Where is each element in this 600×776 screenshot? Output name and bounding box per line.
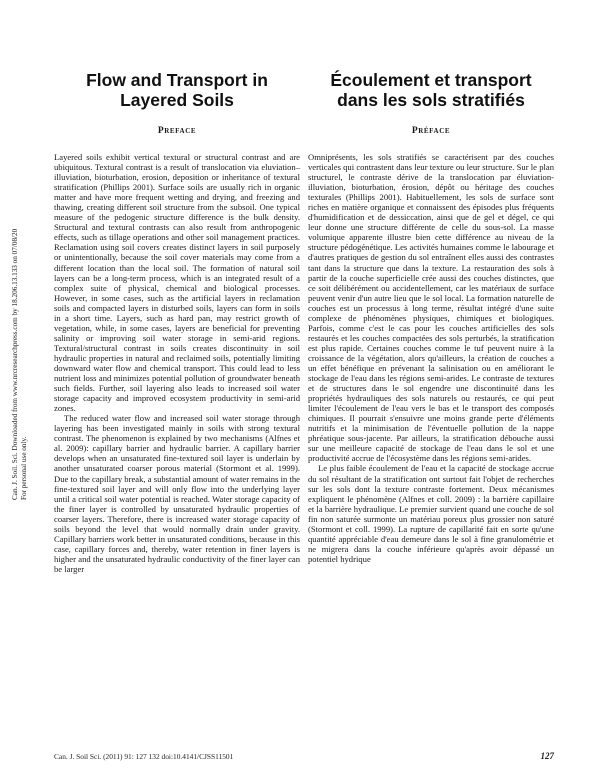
english-paragraph: Layered soils exhibit vertical textural or structural contrast and are ubiquitous. Textural contrast is a result of translocation via eluviation–illuviation, bioturbation, erosion, deposition or inheritance of textural stratification (Phillips 2001). Surface soils are usually rich in organic matter and have more frequent wetting and drying, and freezing and thawing, creating different soil structure from the subsoil. One typical measure of the pedogenic structure difference is the bulk density. Structural and textural contrasts can also result from anthropogenic effects, such as tillage operations and other soil management practices. Reclamation using soil covers creates distinct layers in soil purposely or unintentionally, because the soil cover materials may come from a different location than the local soil. The formation of natural soil layers can be a long-term process, which is an integrated result of a complex suite of physical, chemical and biological processes. However, in some cases, such as the artificial layers in reclamation soils and compacted layers in disturbed soils, layers can form in soils in a short time. Layers, such as hard pan, may restrict growth of vegetation, while, in some cases, layers are beneficial for preventing salinity or improving soil water storage in semi-arid regions. Textural/structural contrast in soils creates discontinuity in soil hydraulic properties in natural and reclaimed soils, potentially limiting downward water flow and chemical transport. This could lead to less nutrient loss and minimizes potential pollution of groundwater beneath such fields. Further, soil layering also leads to increased soil water storage capacity and improved ecosystem productivity in semi-arid zones. — [54, 152, 300, 414]
french-title-line2: dans les sols stratifiés — [337, 90, 525, 110]
french-body — [308, 152, 554, 564]
english-title-line2: Layered Soils — [120, 90, 234, 110]
french-column — [308, 70, 554, 564]
french-title — [308, 70, 554, 110]
english-title-line1: Flow and Transport in — [86, 70, 268, 90]
english-title — [54, 70, 300, 110]
page-number: 127 — [540, 751, 554, 761]
download-notice — [2, 228, 36, 500]
english-body — [54, 152, 300, 574]
download-notice-line1: Can. J. Soil. Sci. Downloaded from www.nrcresearchpress.com by 18.206.13.133 on 07/08/20 — [11, 228, 19, 500]
french-section-heading: Préface — [411, 126, 451, 136]
english-column — [54, 70, 300, 574]
english-section-heading: Preface — [157, 126, 197, 136]
french-paragraph: Le plus faible écoulement de l'eau et la capacité de stockage accrue du sol résultant de la stratification ont surtout fait l'objet de recherches sur les sols dont la texture contraste fortement. Deux mécanismes expliquent le phénomène (Alfnes et coll. 2009) : la barrière capillaire et la barrière hydraulique. Le premier survient quand une couche de sol fin non saturée surmonte un matériau poreux plus grossier non saturé (Stormont et coll. 1999). La rupture de capillarité fait en sorte qu'une quantité appréciable d'eau demeure dans le sol à fine granulométrie et ne migrera dans la couche inférieure qu'après avoir dépassé un potentiel hydrique — [308, 463, 554, 564]
download-notice-line2: For personal use only. — [20, 436, 28, 500]
french-paragraph: Omniprésents, les sols stratifiés se caractérisent par des couches verticales qui contrastent dans leur texture ou leur structure. Sur le plan structurel, le contraste dérive de la translocation par éluviation-illuviation, bioturbation, érosion, dépôt ou héritage des couches texturales (Phillips 2001). Habituellement, les sols de surface sont riches en matière organique et connaissent des épisodes plus fréquents d'humidification et de dessiccation, ainsi que de gel et dégel, ce qui leur donne une structure différente de celle du sous-sol. La masse volumique apparente illustre bien cette différence au niveau de la structure pédogénétique. Les activités humaines comme le labourage et d'autres pratiques de gestion du sol entraînent elles aussi des contrastes tant dans la structure que dans la texture. La restauration des sols à partir de la couche superficielle crée aussi des couches distinctes, que ce soit délibérément ou accidentellement, car les matériaux de surface peuvent venir d'un autre lieu que le sol local. La formation naturelle de couches est un processus à long terme, résultat intégré d'une suite complexe de phénomènes physiques, chimiques et biologiques. Parfois, comme c'est le cas pour les couches artificielles des sols restaurés et les couches compactées des sols perturbés, la stratification est plus rapide. Certaines couches comme le tuf peuvent nuire à la croissance de la végétation, alors qu'ailleurs, la création de couches a un effet bénéfique en prévenant la salinisation ou en améliorant le stockage de l'eau dans les régions semi-arides. Le contraste de textures et de structures dans le sol engendre une discontinuité dans les propriétés hydrauliques des sols naturels ou restaurés, ce qui peut limiter l'écoulement de l'eau vers le bas et le transport des composés chimiques. Il pourrait s'ensuivre une moins grande perte d'éléments nutritifs et la minimisation de l'éventuelle pollution de la nappe phréatique sous-jacente. Par ailleurs, la stratification débouche aussi sur une meilleure capacité de stockage de l'eau dans le sol et une productivité accrue de l'écosystème dans les régions semi-arides. — [308, 152, 554, 464]
journal-citation: Can. J. Soil Sci. (2011) 91: 127 132 doi:10.4141/CJSS11501 — [54, 752, 234, 761]
english-paragraph: The reduced water flow and increased soil water storage through layering has been investigated mainly in soils with strong textural contrast. The phenomenon is explained by two mechanisms (Alfnes et al. 2009): capillary barrier and hydraulic barrier. A capillary barrier develops when an unsaturated fine-textured soil layer is underlain by another unsaturated coarser porous material (Stormont et al. 1999). Due to the capillary break, a substantial amount of water remains in the fine-textured soil layer and will only flow into the underlying layer until a critical soil water potential is reached. Water storage capacity of the finer layer is controlled by unsaturated hydraulic properties of coarser layers. Therefore, there is increased water storage capacity of soils beyond the level that would normally drain under gravity. Capillary barriers work better in unsaturated conditions, because in this case, capillary forces and, thereby, water retention in finer layers is higher and the unsaturated hydraulic conductivity of the finer layer can be larger — [54, 413, 300, 574]
french-title-line1: Écoulement et transport — [330, 70, 532, 90]
